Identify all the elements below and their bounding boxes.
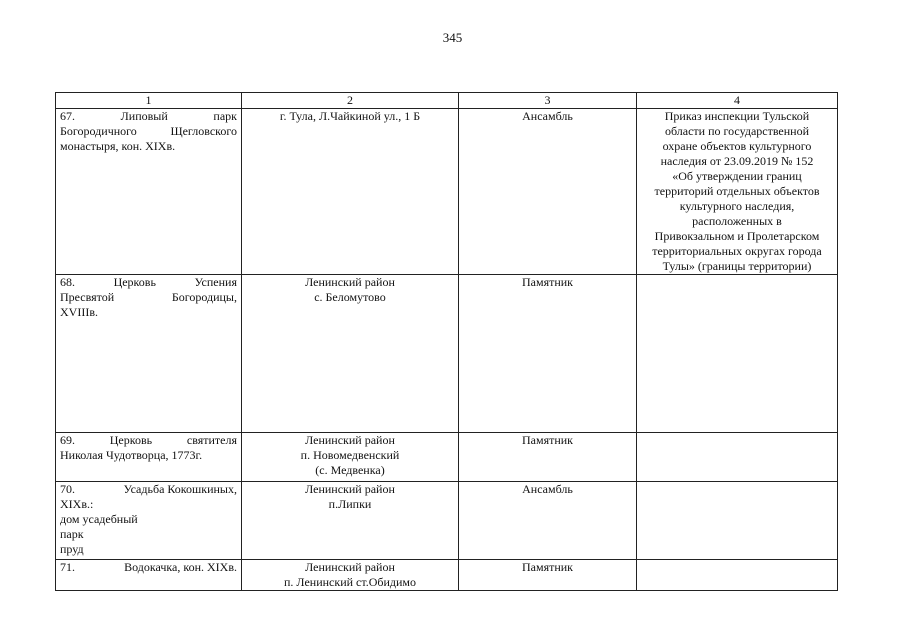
object-name-word: Усадьба Кокошкиных, [123,482,237,496]
document-line: наследия от 23.09.2019 № 152 [660,154,814,168]
object-name-word: Успения [194,275,237,289]
object-name-line [60,275,237,290]
object-name-cell [56,433,242,482]
object-name-word: Богородичного [60,124,137,138]
category-cell: Памятник [459,275,637,433]
object-name-line [60,109,237,124]
address-line: п. Ленинский ст.Обидимо [283,575,417,589]
document-cell [637,433,838,482]
table-row [56,433,838,482]
object-name-word: 70. [60,482,75,496]
column-header: 4 [637,93,838,109]
address-cell [242,482,459,560]
object-name-line [60,290,237,305]
object-name-word: Церковь [113,275,156,289]
object-name-line: монастыря, кон. XIXв. [60,139,176,153]
document-line: области по государственной [664,124,810,138]
object-name-word: святителя [186,433,237,447]
document-line: расположенных в [692,214,782,228]
address-line: г. Тула, Л.Чайкиной ул., 1 Б [279,109,421,123]
page-number: 345 [442,30,463,45]
address-cell [242,275,459,433]
object-name-cell [56,560,242,591]
document-cell [637,275,838,433]
address-line: Ленинский район [305,275,395,289]
object-name-word: парк [213,109,237,123]
object-name-line: пруд [60,542,84,556]
category-cell: Памятник [459,560,637,591]
object-name-word: 69. [60,433,75,447]
object-name-cell [56,482,242,560]
heritage-registry-table [55,92,838,591]
object-name-line [60,124,237,139]
document-line: территорий отдельных объектов [654,184,820,198]
document-cell [637,482,838,560]
category-cell: Ансамбль [459,482,637,560]
address-line: п.Липки [328,497,372,511]
column-header: 3 [459,93,637,109]
address-cell [242,109,459,275]
column-header: 2 [242,93,459,109]
address-line: Ленинский район [305,482,395,496]
document-line: «Об утверждении границ [672,169,802,183]
object-name-word: 68. [60,275,75,289]
document-cell [637,560,838,591]
object-name-line: XVIIIв. [60,305,98,319]
address-line: Ленинский район [305,433,395,447]
object-name-cell [56,109,242,275]
object-name-word: 67. [60,109,75,123]
table-row [56,109,838,275]
document-line: охране объектов культурного [662,139,812,153]
address-line: Ленинский район [305,560,395,574]
address-line: (с. Медвенка) [315,463,385,477]
object-name-line: парк [60,527,84,541]
object-name-line [60,560,237,575]
object-name-word: Водокачка, кон. XIXв. [124,560,237,574]
object-name-line: XIXв.: [60,497,94,511]
object-name-word: Щегловского [170,124,237,138]
object-name-word: Пресвятой [60,290,115,304]
object-name-word: Церковь [109,433,153,447]
document-line: Тулы» (границы территории) [662,259,812,273]
object-name-word: Липовый [120,109,168,123]
document-line: Приказ инспекции Тульской [664,109,810,123]
header-row [56,93,838,109]
column-header: 1 [56,93,242,109]
address-line: п. Новомедвенский [300,448,400,462]
object-name-word: Богородицы, [171,290,237,304]
category-cell: Памятник [459,433,637,482]
object-name-line: Николая Чудотворца, 1773г. [60,448,203,462]
address-line: с. Беломутово [314,290,386,304]
document-line: Привокзальном и Пролетарском [654,229,820,243]
table-row [56,560,838,591]
object-name-line [60,433,237,448]
category-cell: Ансамбль [459,109,637,275]
table-row [56,482,838,560]
address-cell [242,433,459,482]
address-cell [242,560,459,591]
document-line: территориальных округах города [652,244,822,258]
document-line: культурного наследия, [679,199,795,213]
object-name-word: 71. [60,560,75,574]
table-row [56,275,838,433]
object-name-cell [56,275,242,433]
object-name-line: дом усадебный [60,512,138,526]
document-cell [637,109,838,275]
object-name-line [60,482,237,497]
